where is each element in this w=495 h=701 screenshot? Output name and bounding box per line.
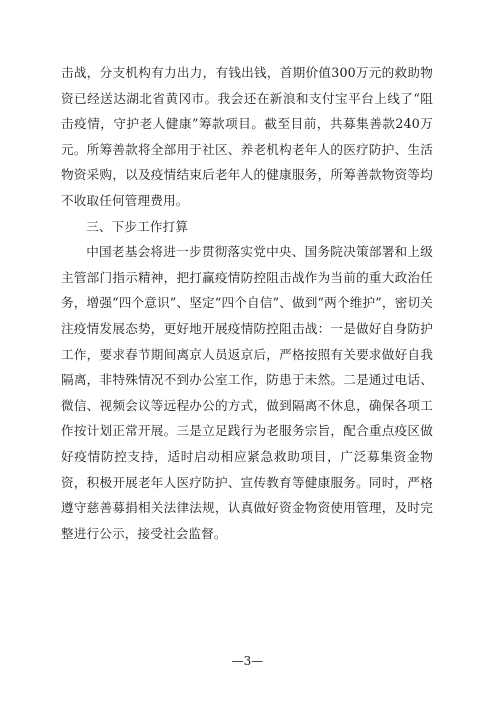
paragraph-continuation: 击战，分支机构有力出力，有钱出钱，首期价值300万元的救助物资已经送达湖北省黄冈市。我会还在新浪和支付宝平台上线了“阻击疫情，守护老人健康”筹款项目。截至目前，共募集善款240万元。所筹善款将全部用于社区、养老机构老年人的医疗防护、生活物资采购，以及疫情结束后老年人的健康服务，所筹善款物资等均不收取任何管理费用。 [61, 65, 433, 208]
paragraph-next-steps: 中国老基会将进一步贯彻落实党中央、国务院决策部署和上级主管部门指示精神，把打赢疫情防控阻击战作为当前的重大政治任务，增强“四个意识”、坚定“四个自信”、做到“两个维护”，密切关注疫情发展态势，更好地开展疫情防控阻击战：一是做好自身防护工作，要求春节期间离京人员返京后，严格按照有关要求做好自我隔离，非特殊情况不到办公室工作，防患于未然。二是通过电话、微信、视频会议等远程办公的方式，做到隔离不休息，确保各项工作按计划正常开展。三是立足践行为老服务宗旨，配合重点疫区做好疫情防控支持，适时启动相应紧急救助项目，广泛募集资金物资，积极开展老年人医疗防护、宣传教育等健康服务。同时，严格遵守慈善募捐相关法律法规，认真做好资金物资使用管理，及时完整进行公示，接受社会监督。 [61, 244, 433, 541]
section-heading: 三、下步工作打算 [86, 218, 189, 234]
document-body [61, 60, 433, 546]
page-number: —3— [231, 654, 264, 668]
